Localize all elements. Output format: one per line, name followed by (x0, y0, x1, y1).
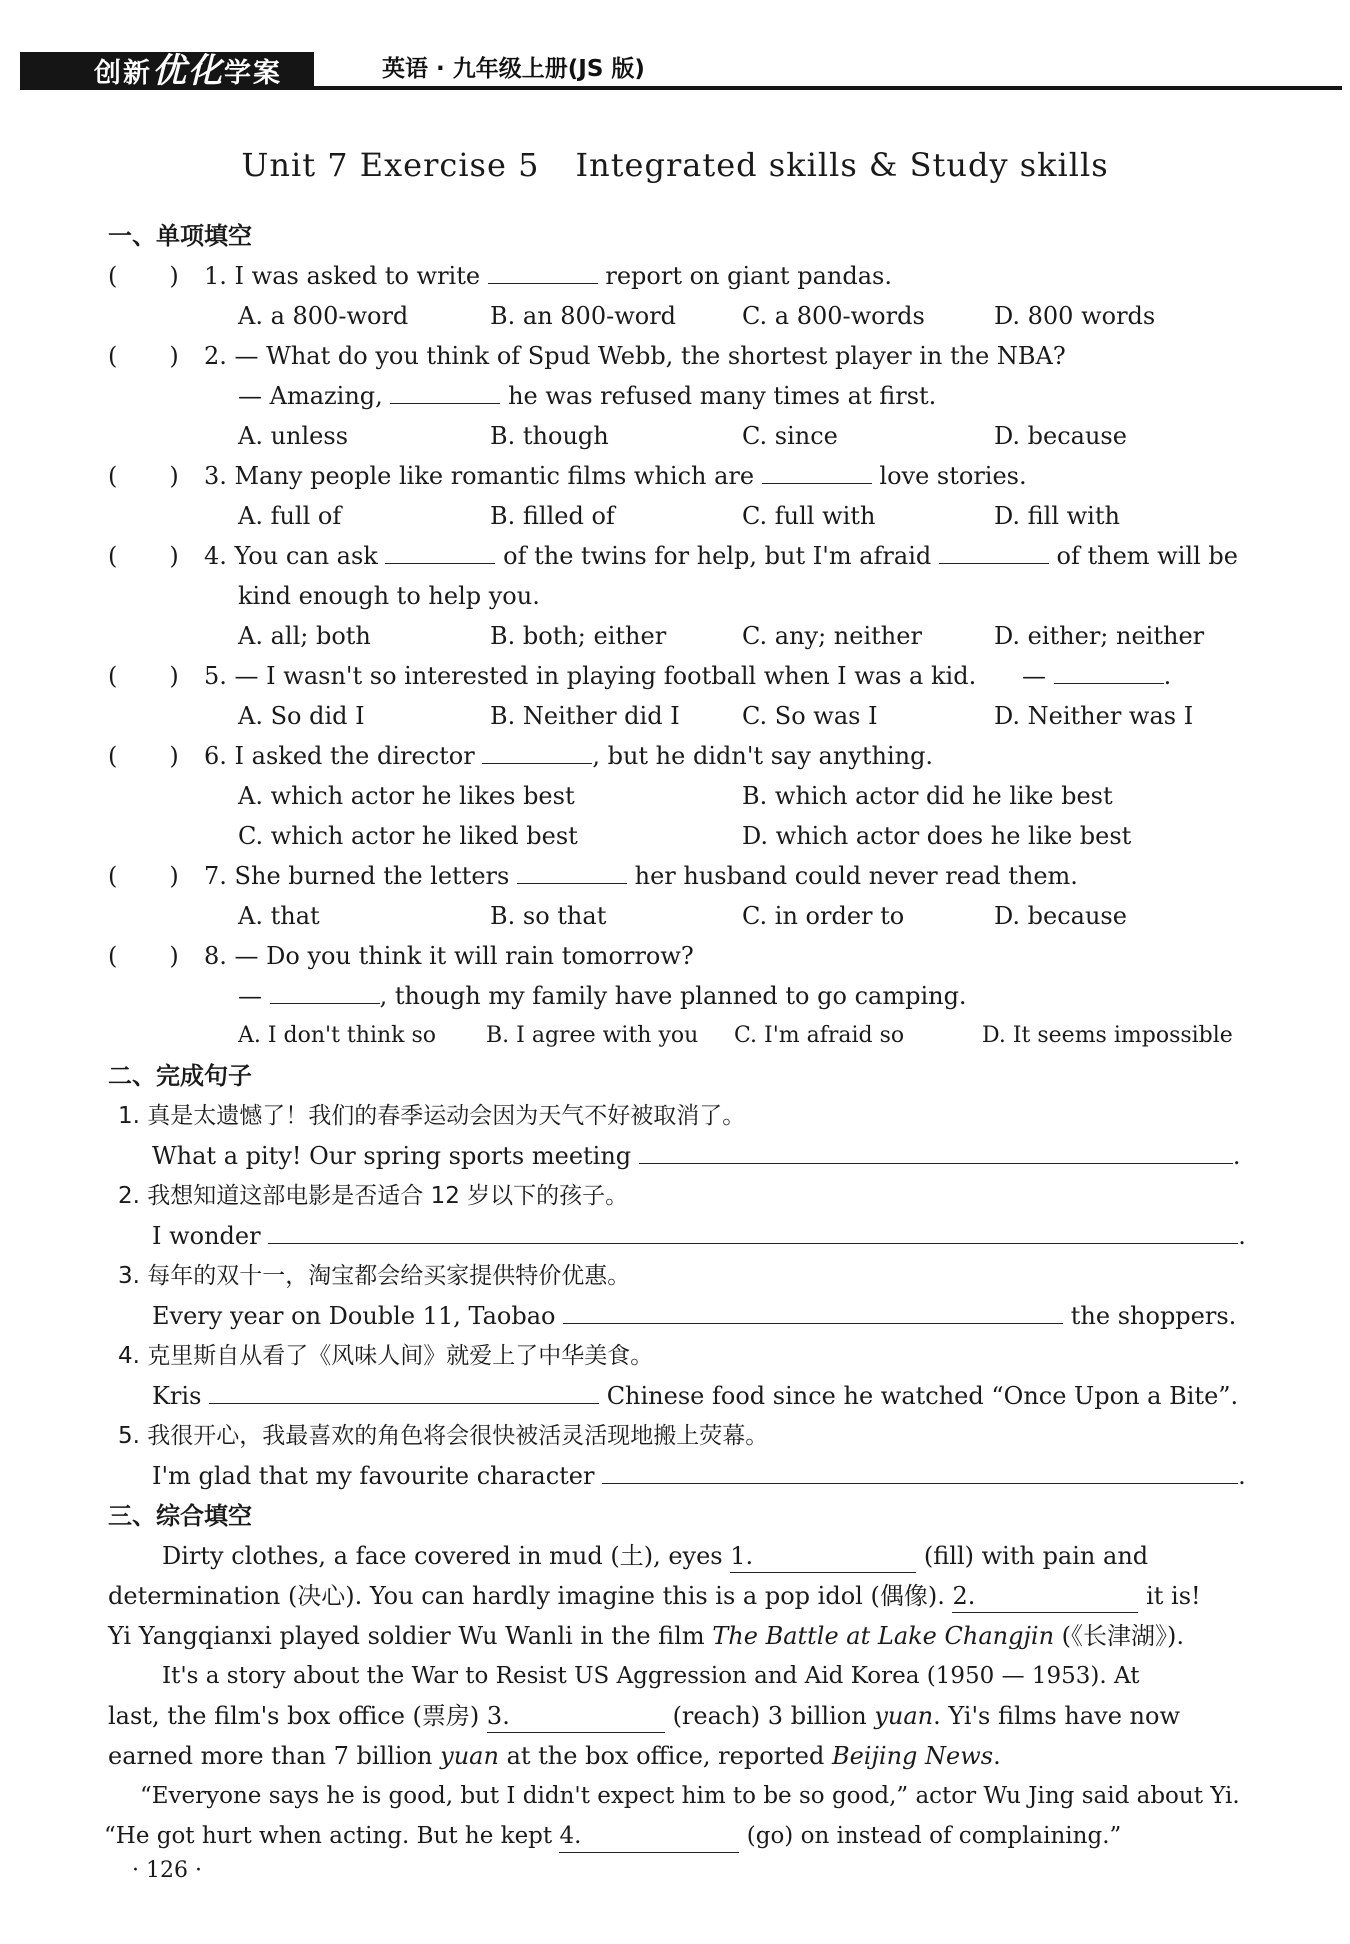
option-c[interactable]: C. So was I (742, 702, 878, 730)
sentence-4-chinese: 4. 克里斯自从看了《风味人间》就爱上了中华美食。 (118, 1343, 654, 1369)
option-b[interactable]: B. an 800-word (490, 302, 677, 330)
option-d[interactable]: D. because (994, 422, 1127, 450)
sentence-2-chinese: 2. 我想知道这部电影是否适合 12 岁以下的孩子。 (118, 1183, 629, 1209)
passage-line: earned more than 7 billion yuan at the box office, reported Beijing News. (108, 1742, 1001, 1770)
question-4: 4. You can ask of the twins for help, but I'm afraid of them will be (204, 542, 1238, 570)
fill-blank[interactable] (270, 983, 380, 1004)
option-b[interactable]: B. filled of (490, 502, 615, 530)
option-a[interactable]: A. I don't think so (238, 1023, 437, 1048)
fill-blank[interactable] (1054, 663, 1164, 684)
option-c[interactable]: C. full with (742, 502, 876, 530)
sentence-5-chinese: 5. 我很开心，我最喜欢的角色将会很快被活灵活现地搬上荧幕。 (118, 1423, 769, 1449)
answer-bracket[interactable]: ( ) (108, 542, 179, 570)
option-d[interactable]: D. Neither was I (994, 702, 1194, 730)
option-d[interactable]: D. either; neither (994, 622, 1205, 650)
sentence-blank[interactable] (602, 1463, 1238, 1484)
sentence-5-english: I'm glad that my favourite character . (152, 1462, 1246, 1490)
sentence-blank[interactable] (209, 1383, 599, 1404)
option-a[interactable]: A. all; both (238, 622, 371, 650)
option-a[interactable]: A. that (238, 902, 320, 930)
passage-line: last, the film's box office (票房) 3. (reach) 3 billion yuan. Yi's films have now (108, 1700, 1180, 1733)
news-source: Beijing News (831, 1742, 994, 1770)
answer-bracket[interactable]: ( ) (108, 862, 179, 890)
sentence-blank[interactable] (639, 1143, 1233, 1164)
passage-line: It's a story about the War to Resist US Aggression and Aid Korea (1950 — 1953). At (162, 1663, 1140, 1689)
fill-blank[interactable] (385, 543, 495, 564)
fill-blank[interactable] (390, 383, 500, 404)
unit-label: Unit 7 Exercise 5 (241, 146, 540, 184)
question-8-line-2: — , though my family have planned to go camping. (238, 982, 967, 1010)
sentence-1-english: What a pity! Our spring sports meeting . (152, 1142, 1241, 1170)
option-b[interactable]: B. Neither did I (490, 702, 680, 730)
option-d[interactable]: D. because (994, 902, 1127, 930)
numbered-blank-3[interactable]: 3. (487, 1700, 665, 1733)
answer-bracket[interactable]: ( ) (108, 342, 179, 370)
fill-blank[interactable] (482, 743, 592, 764)
question-1: 1. I was asked to write report on giant pandas. (204, 262, 892, 290)
question-6: 6. I asked the director , but he didn't say anything. (204, 742, 934, 770)
passage-line: Dirty clothes, a face covered in mud (土), eyes 1. (fill) with pain and (162, 1540, 1148, 1573)
option-d[interactable]: D. It seems impossible (982, 1023, 1233, 1048)
option-a[interactable]: A. a 800-word (238, 302, 409, 330)
answer-bracket[interactable]: ( ) (108, 942, 179, 970)
option-b[interactable]: B. though (490, 422, 609, 450)
question-4-line-2: kind enough to help you. (238, 582, 540, 610)
answer-bracket[interactable]: ( ) (108, 462, 179, 490)
page-header (20, 52, 1342, 90)
book-title: 英语 · 九年级上册(JS 版) (382, 56, 645, 82)
sentence-blank[interactable] (268, 1223, 1238, 1244)
film-title: The Battle at Lake Changjin (712, 1622, 1055, 1650)
sentence-4-english: Kris Chinese food since he watched “Once Upon a Bite”. (152, 1382, 1239, 1410)
sentence-blank[interactable] (563, 1303, 1063, 1324)
passage-line: Yi Yangqianxi played soldier Wu Wanli in the film The Battle at Lake Changjin (《长津湖》). (108, 1622, 1185, 1650)
question-5: 5. — I wasn't so interested in playing football when I was a kid. (204, 662, 977, 690)
sentence-2-english: I wonder . (152, 1222, 1246, 1250)
question-2-line-2: — Amazing, he was refused many times at first. (238, 382, 937, 410)
option-b[interactable]: B. which actor did he like best (742, 782, 1113, 810)
sentence-1-chinese: 1. 真是太遗憾了！我们的春季运动会因为天气不好被取消了。 (118, 1103, 746, 1129)
option-b[interactable]: B. so that (490, 902, 607, 930)
option-d[interactable]: D. fill with (994, 502, 1120, 530)
option-d[interactable]: D. 800 words (994, 302, 1156, 330)
question-2: 2. — What do you think of Spud Webb, the shortest player in the NBA? (204, 342, 1066, 370)
numbered-blank-2[interactable]: 2. (952, 1580, 1138, 1613)
option-c[interactable]: C. in order to (742, 902, 905, 930)
option-c[interactable]: C. since (742, 422, 838, 450)
passage-line: “He got hurt when acting. But he kept 4. (go) on instead of complaining.” (104, 1820, 1121, 1853)
question-3: 3. Many people like romantic films which are love stories. (204, 462, 1027, 490)
numbered-blank-1[interactable]: 1. (730, 1540, 916, 1573)
option-a[interactable]: A. unless (238, 422, 349, 450)
brand-logo: 创新优化学案 (20, 52, 314, 90)
option-a[interactable]: A. which actor he likes best (238, 782, 575, 810)
option-b[interactable]: B. I agree with you (486, 1023, 699, 1048)
answer-bracket[interactable]: ( ) (108, 662, 179, 690)
question-5-response: — . (1022, 662, 1172, 690)
answer-bracket[interactable]: ( ) (108, 742, 179, 770)
question-7: 7. She burned the letters her husband could never read them. (204, 862, 1078, 890)
option-a[interactable]: A. So did I (238, 702, 365, 730)
passage-line: “Everyone says he is good, but I didn't expect him to be so good,” actor Wu Jing said about Yi. (140, 1783, 1240, 1809)
option-a[interactable]: A. full of (238, 502, 342, 530)
section-heading-3: 三、综合填空 (108, 1502, 252, 1530)
fill-blank[interactable] (517, 863, 627, 884)
passage-line: determination (决心). You can hardly imagine this is a pop idol (偶像). 2. it is! (108, 1580, 1201, 1613)
question-8: 8. — Do you think it will rain tomorrow? (204, 942, 694, 970)
fill-blank[interactable] (488, 263, 598, 284)
option-d[interactable]: D. which actor does he like best (742, 822, 1132, 850)
section-heading-1: 一、单项填空 (108, 222, 252, 250)
numbered-blank-4[interactable]: 4. (559, 1820, 739, 1853)
fill-blank[interactable] (939, 543, 1049, 564)
option-c[interactable]: C. which actor he liked best (238, 822, 578, 850)
option-c[interactable]: C. a 800-words (742, 302, 925, 330)
page-number: · 126 · (132, 1858, 202, 1883)
answer-bracket[interactable]: ( ) (108, 262, 179, 290)
option-c[interactable]: C. any; neither (742, 622, 922, 650)
section-heading-2: 二、完成句子 (108, 1062, 252, 1090)
sentence-3-english: Every year on Double 11, Taobao the shoppers. (152, 1302, 1237, 1330)
fill-blank[interactable] (762, 463, 872, 484)
sentence-3-chinese: 3. 每年的双十一，淘宝都会给买家提供特价优惠。 (118, 1263, 631, 1289)
unit-topic: Integrated skills & Study skills (575, 146, 1109, 184)
option-b[interactable]: B. both; either (490, 622, 667, 650)
page-title (0, 146, 1350, 184)
option-c[interactable]: C. I'm afraid so (734, 1023, 905, 1048)
